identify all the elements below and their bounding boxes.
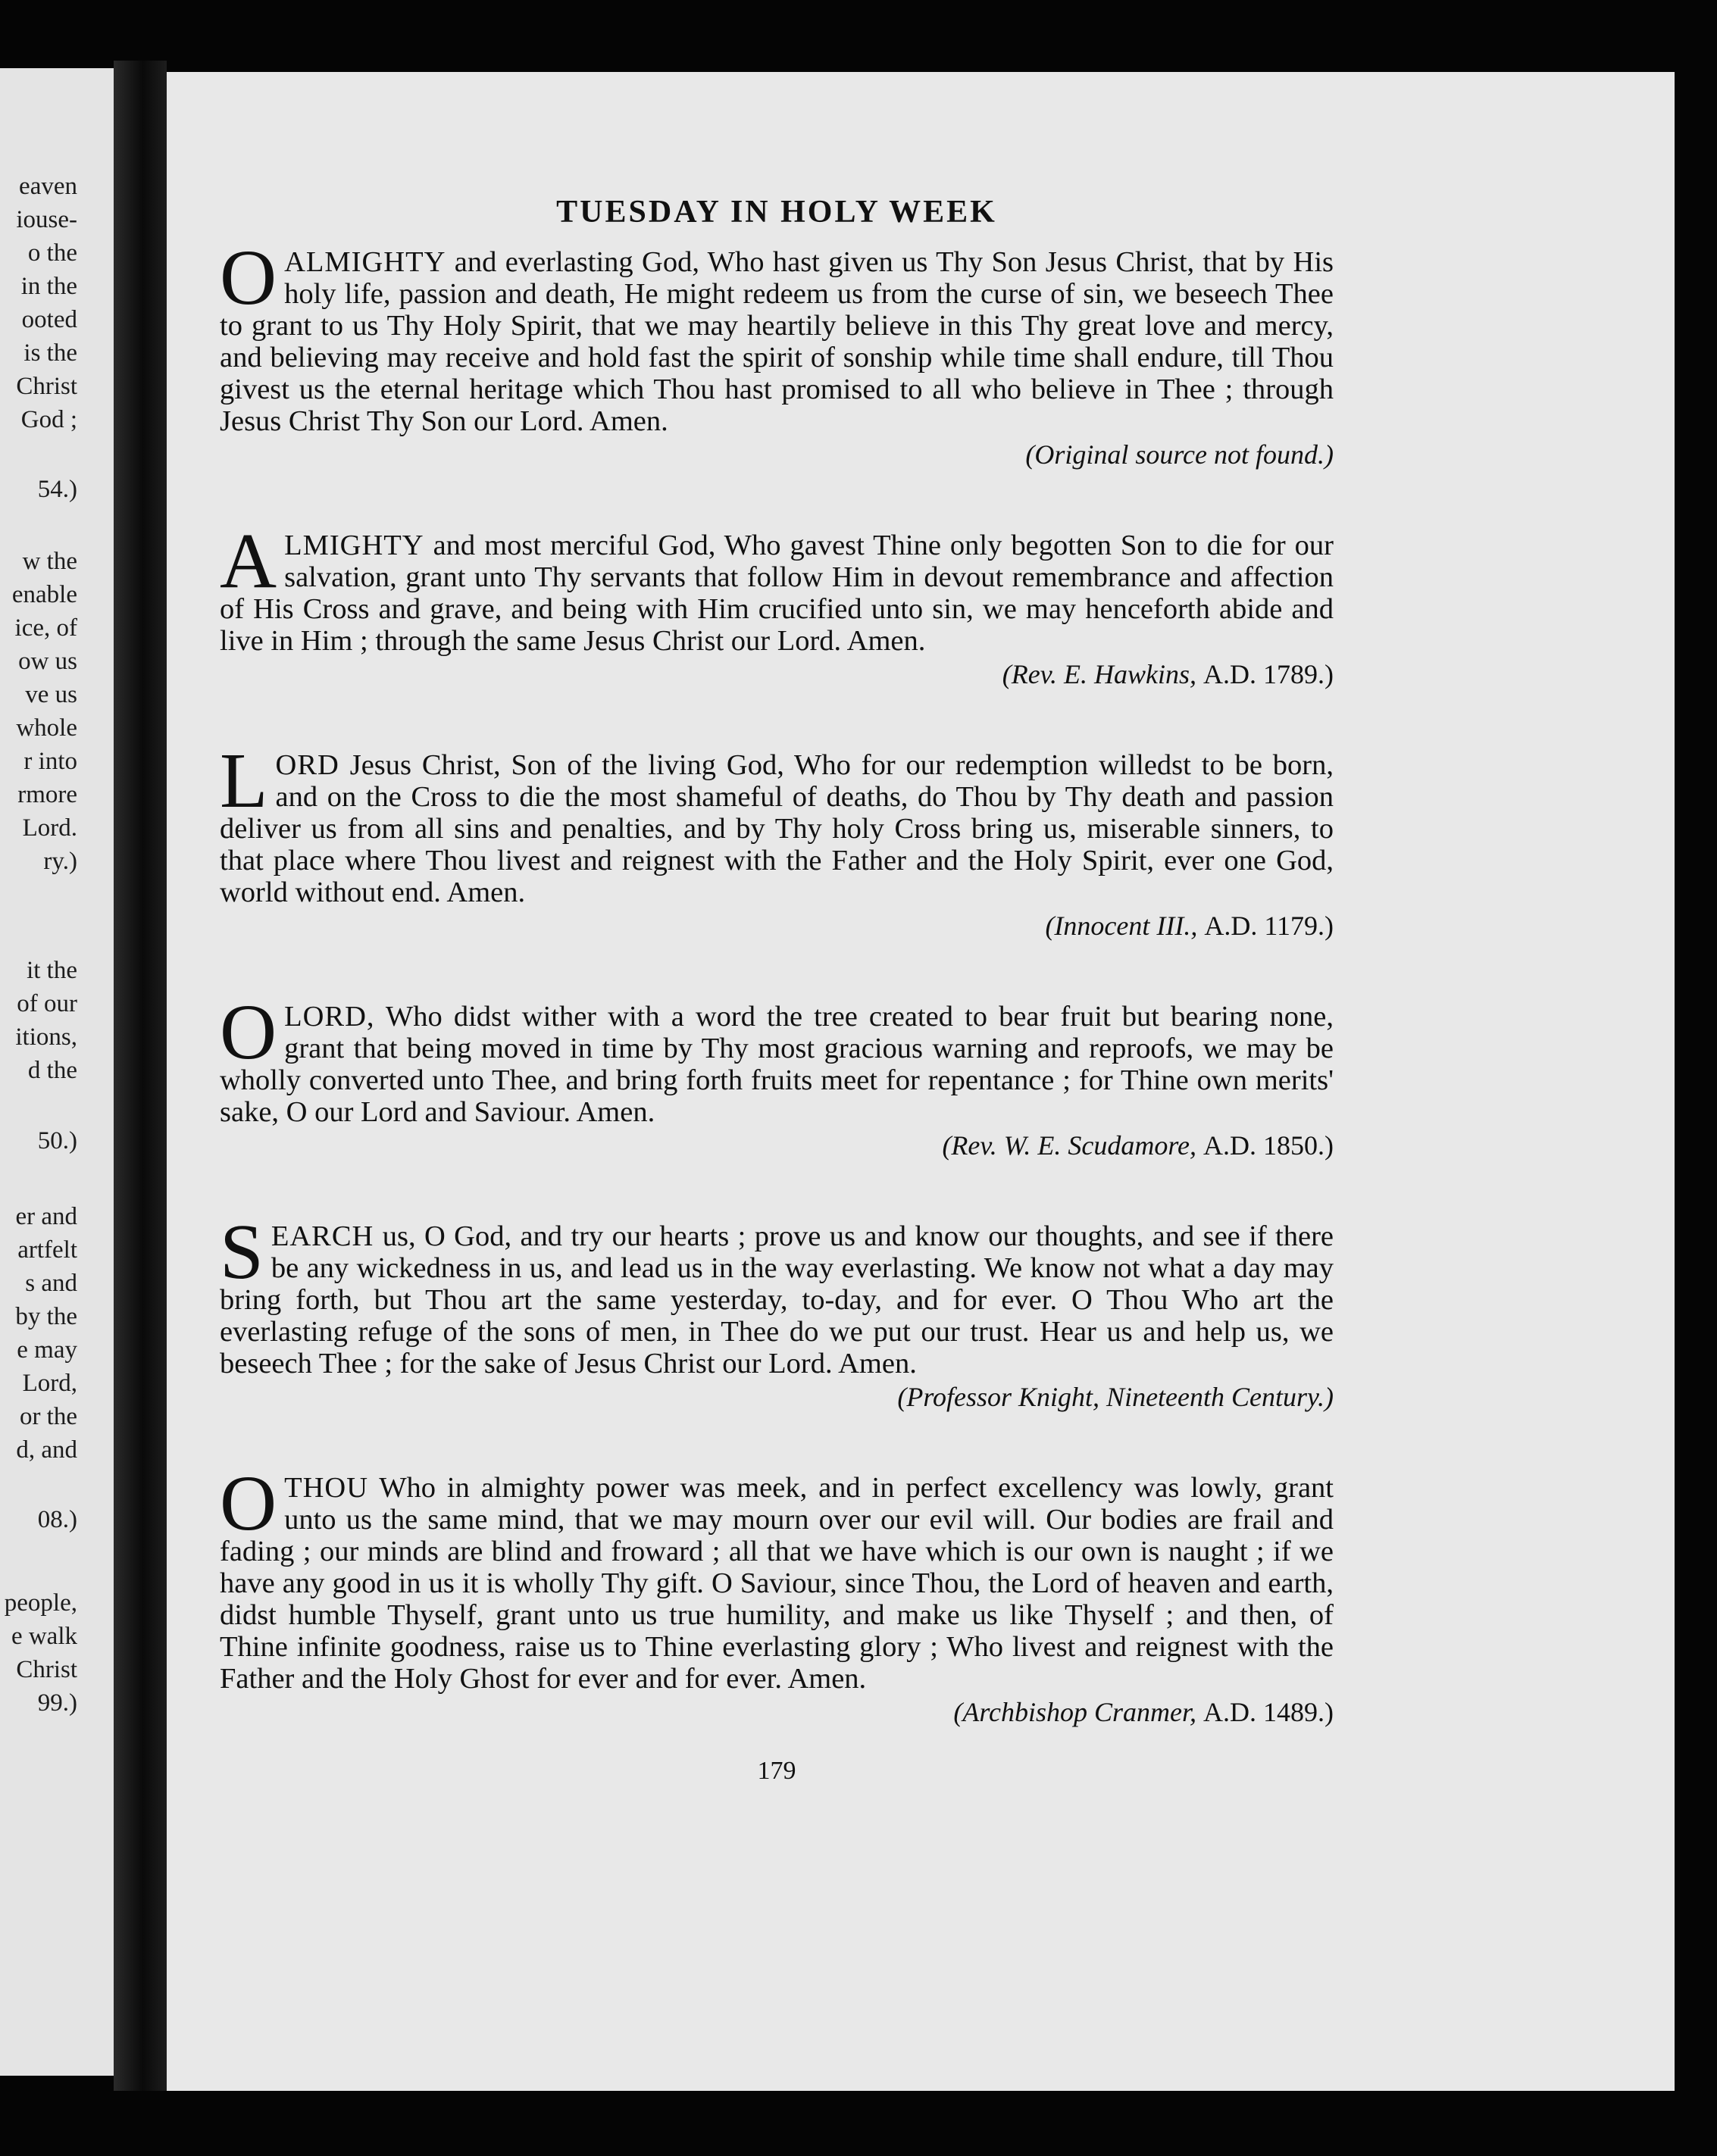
attribution: [220, 439, 1334, 470]
lead-word: LMIGHTY: [284, 530, 424, 562]
left-page-text-fragment: it the: [27, 957, 77, 984]
prayer-body: [220, 234, 1334, 438]
page-title: TUESDAY IN HOLY WEEK: [556, 195, 997, 230]
book-gutter: [114, 61, 167, 2091]
left-page-text-fragment: er and: [15, 1203, 77, 1230]
attribution-name: (Original source not found.): [1025, 439, 1334, 470]
lead-word: ALMIGHTY: [284, 246, 446, 279]
page-content: [220, 193, 1334, 1786]
prayer: [220, 1208, 1334, 1413]
prayer-text: and most merciful God, Who gavest Thine only begotten Son to die for our salvation, grant unto Thy servants that follow Him in devout remembrance and affection of His Cross and grave, and being with Him crucified unto sin, we may henceforth abide and live in Him ; through the same Jesus Christ our Lord. Amen.: [220, 530, 1334, 658]
attribution-date: A.D. 1489.): [1203, 1697, 1334, 1728]
attribution: [220, 910, 1334, 942]
left-page-text-fragment: ooted: [21, 306, 77, 333]
left-page-text-fragment: e may: [17, 1336, 77, 1364]
lead-word: ORD: [275, 749, 339, 782]
left-page-text-fragment: rmore: [17, 781, 77, 808]
drop-cap: L: [220, 737, 268, 825]
book-page: [167, 72, 1675, 2091]
left-page-text-fragment: eaven: [19, 173, 77, 200]
attribution-name: (Rev. E. Hawkins,: [1002, 659, 1197, 690]
left-page-text-fragment: Lord.: [22, 814, 77, 842]
left-page-text-fragment: ve us: [25, 681, 77, 708]
attribution-name: (Archbishop Cranmer,: [953, 1697, 1197, 1728]
attribution-name: (Professor Knight, Nineteenth Century.): [897, 1382, 1334, 1413]
left-page-text-fragment: d the: [27, 1057, 77, 1084]
prayer: [220, 517, 1334, 690]
left-page-text-fragment: people,: [4, 1589, 77, 1617]
attribution: [220, 1696, 1334, 1728]
left-page-text-fragment: e walk: [11, 1623, 77, 1650]
left-page-text-fragment: enable: [11, 581, 77, 608]
left-page-text-fragment: r into: [23, 748, 77, 775]
attribution: [220, 1381, 1334, 1413]
left-page-text-fragment: s and: [25, 1270, 77, 1297]
left-page-text-fragment: or the: [19, 1403, 77, 1430]
prayer-text: and everlasting God, Who hast given us Thy Son Jesus Christ, that by His holy life, passion and death, He might redeem us from the curse of sin, we beseech Thee to grant to us Thy Holy Spirit, that we may heartily believe in this Thy great love and mercy, and believing may receive and hold fast the spirit of sonship while time shall endure, till Thou givest us the eternal heritage which Thou hast promised to all who believe in Thee ; through Jesus Christ Thy Son our Lord. Amen.: [220, 246, 1334, 438]
left-page-text-fragment: artfelt: [17, 1236, 77, 1264]
left-page-text-fragment: w the: [22, 548, 77, 575]
prayer-text: Jesus Christ, Son of the living God, Who for our redemption willedst to be born, and on the Cross to die the most shameful of deaths, do Thou by Thy death and passion deliver us from all sins and penalties, and by Thy holy Cross bring us, miserable sinners, to that place where Thou livest and reignest with the Father and the Holy Spirit, ever one God, world without end. Amen.: [220, 749, 1334, 909]
prayer-body: [220, 737, 1334, 909]
lead-word: THOU: [284, 1472, 369, 1505]
left-page-text-fragment: ry.): [43, 848, 77, 875]
prayer: [220, 737, 1334, 942]
prayer-body: [220, 989, 1334, 1129]
attribution-date: A.D. 1850.): [1203, 1130, 1334, 1161]
left-page-text-fragment: 08.): [37, 1506, 77, 1533]
left-page-text-fragment: 50.): [37, 1127, 77, 1155]
lead-word: EARCH: [271, 1220, 374, 1253]
drop-cap: A: [220, 517, 277, 605]
left-page-text-fragment: ow us: [18, 648, 77, 675]
attribution-name: (Innocent III.,: [1045, 911, 1198, 942]
left-page-text-fragment: o the: [27, 239, 77, 267]
left-page-text-fragment: 99.): [37, 1689, 77, 1717]
prayer-body: [220, 517, 1334, 658]
drop-cap: O: [220, 1460, 277, 1548]
left-page-text-fragment: is the: [23, 339, 77, 367]
prayer: [220, 989, 1334, 1161]
prayer-text: us, O God, and try our hearts ; prove us and know our thoughts, and see if there be any wickedness in us, and lead us in the way everlasting. We know not what a day may bring forth, but Thou art the same yesterday, to-day, and for ever. O Thou Who art the everlasting refuge of the sons of men, in Thee do we put our trust. Hear us and help us, we beseech Thee ; for the sake of Jesus Christ our Lord. Amen.: [220, 1220, 1334, 1380]
left-page-text-fragment: ice, of: [14, 614, 77, 642]
attribution-date: A.D. 1789.): [1203, 659, 1334, 690]
left-page-text-fragment: iouse-: [16, 206, 77, 233]
attribution: [220, 1130, 1334, 1161]
left-page-text-fragment: whole: [16, 714, 77, 742]
left-page-text-fragment: d, and: [16, 1436, 77, 1464]
left-page-text-fragment: Lord,: [22, 1370, 77, 1397]
attribution-date: A.D. 1179.): [1204, 911, 1334, 942]
lead-word: LORD,: [284, 1001, 375, 1033]
prayer: [220, 234, 1334, 470]
prayer-body: [220, 1460, 1334, 1695]
left-page-text-fragment: itions,: [15, 1023, 77, 1051]
left-page-text-fragment: Christ: [16, 1656, 77, 1683]
prayer-text: Who didst wither with a word the tree created to bear fruit but bearing none, grant that being moved in time by Thy most gracious warning and reproofs, we may be wholly converted unto Thee, and bring forth fruits meet for repentance ; for Thine own merits' sake, O our Lord and Saviour. Amen.: [220, 1001, 1334, 1129]
prayer: [220, 1460, 1334, 1728]
left-page-text-fragment: God ;: [20, 406, 77, 433]
drop-cap: S: [220, 1208, 264, 1296]
left-page-text-fragment: 54.): [37, 476, 77, 503]
left-page-text-fragment: of our: [17, 990, 77, 1017]
prayer-body: [220, 1208, 1334, 1380]
left-page-text-fragment: in the: [20, 273, 77, 300]
drop-cap: O: [220, 234, 277, 322]
drop-cap: O: [220, 989, 277, 1076]
left-page-text-fragment: by the: [15, 1303, 77, 1330]
page-number: 179: [757, 1757, 796, 1786]
prayer-text: Who in almighty power was meek, and in perfect excellency was lowly, grant unto us the same mind, that we may mourn over our evil will. Our bodies are frail and fading ; our minds are blind and froward ; all that we have which is our own is naught ; if we have any good in us it is wholly Thy gift. O Saviour, since Thou, the Lord of heaven and earth, didst humble Thyself, grant unto us true humility, and make us like Thyself ; and then, of Thine infinite goodness, raise us to Thine everlasting glory ; Who livest and reignest with the Father and the Holy Ghost for ever and for ever. Amen.: [220, 1472, 1334, 1695]
attribution: [220, 658, 1334, 690]
attribution-name: (Rev. W. E. Scudamore,: [942, 1130, 1197, 1161]
previous-page-edge: [0, 68, 114, 2076]
left-page-text-fragment: Christ: [16, 373, 77, 400]
